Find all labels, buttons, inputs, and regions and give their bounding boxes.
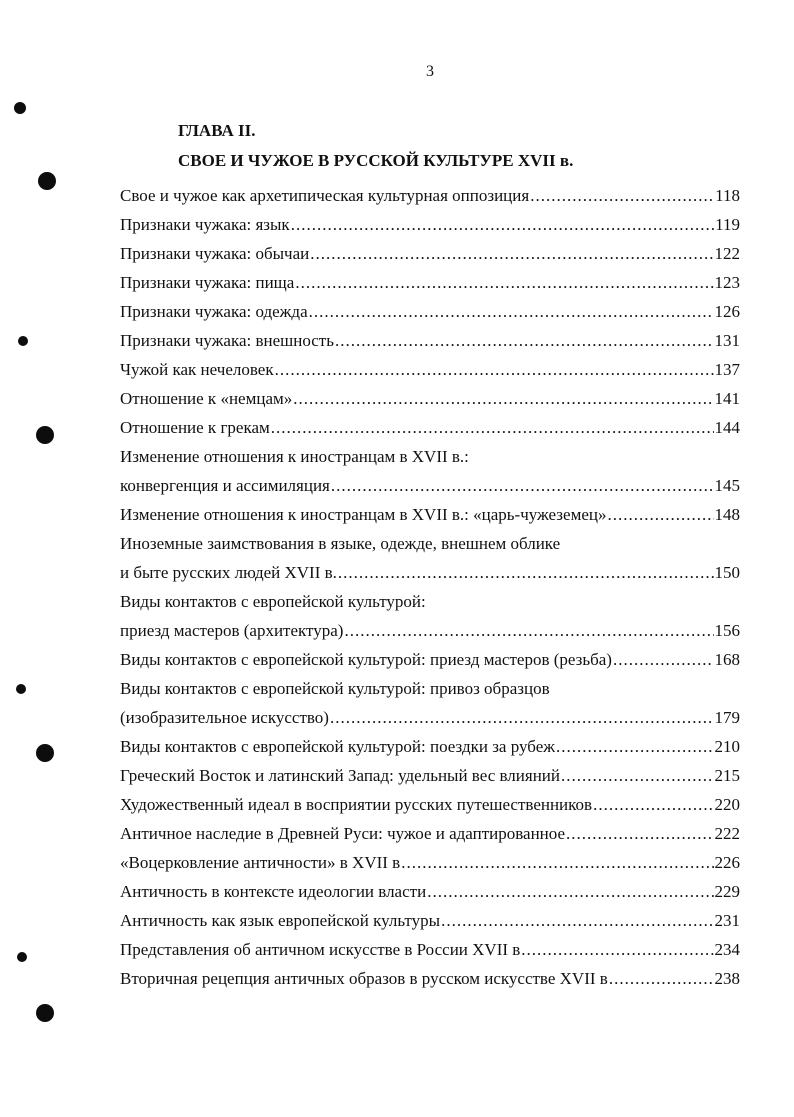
toc-entry-row xyxy=(120,761,740,790)
toc-dot-leader xyxy=(335,326,714,355)
toc-entry-page: 226 xyxy=(714,853,740,872)
toc-entry-page: 122 xyxy=(714,244,740,263)
toc-entry-row xyxy=(120,877,740,906)
toc-entry-page: 231 xyxy=(714,911,740,930)
toc-entry-title: Отношение к грекам xyxy=(120,418,270,437)
toc-dot-leader xyxy=(344,616,713,645)
toc-entry-title: Признаки чужака: внешность xyxy=(120,331,334,350)
toc-entry-title: Признаки чужака: обычаи xyxy=(120,244,310,263)
toc-entry xyxy=(120,674,740,732)
toc-dot-leader xyxy=(521,935,713,964)
toc-dot-leader xyxy=(401,848,713,877)
punch-hole-mark xyxy=(36,744,54,762)
toc-entry xyxy=(120,268,740,297)
toc-entry-row xyxy=(120,848,740,877)
punch-hole-mark xyxy=(38,172,56,190)
toc-entry-title: Изменение отношения к иностранцам в XVII в.: «царь-чужеземец» xyxy=(120,505,607,524)
toc-dot-leader xyxy=(607,500,713,529)
toc-entry-title: (изобразительное искусство) xyxy=(120,708,329,727)
toc-entry-title: Чужой как нечеловек xyxy=(120,360,274,379)
toc-entry-row xyxy=(120,210,740,239)
toc-entry-row xyxy=(120,616,740,645)
toc-dot-leader xyxy=(609,964,714,993)
toc-entry xyxy=(120,906,740,935)
toc-entry xyxy=(120,413,740,442)
toc-dot-leader xyxy=(556,732,714,761)
toc-entry-page: 156 xyxy=(714,621,740,640)
toc-dot-leader xyxy=(271,413,714,442)
toc-entry-row xyxy=(120,297,740,326)
toc-entry-page: 215 xyxy=(714,766,740,785)
toc-entry-row xyxy=(120,906,740,935)
toc-entry-row xyxy=(120,239,740,268)
toc-dot-leader xyxy=(530,181,714,210)
toc-entry xyxy=(120,384,740,413)
toc-entry-title: Виды контактов с европейской культурой: поездки за рубеж xyxy=(120,737,555,756)
toc-entry-title: Признаки чужака: пища xyxy=(120,273,295,292)
toc-entry-title: Античность как язык европейской культуры xyxy=(120,911,441,930)
toc-entry xyxy=(120,529,740,587)
punch-hole-mark xyxy=(36,1004,54,1022)
toc-entry-page: 126 xyxy=(714,302,740,321)
toc-entry-title: конвергенция и ассимиляция xyxy=(120,476,330,495)
toc-dot-leader xyxy=(309,297,714,326)
toc-entry xyxy=(120,181,740,210)
toc-dot-leader xyxy=(338,558,714,587)
toc-entry xyxy=(120,210,740,239)
punch-hole-mark xyxy=(16,684,26,694)
toc-dot-leader xyxy=(593,790,713,819)
toc-entry-row xyxy=(120,268,740,297)
toc-entry xyxy=(120,326,740,355)
toc-dot-leader xyxy=(561,761,714,790)
toc-entry-row xyxy=(120,964,740,993)
toc-entry-title: Античное наследие в Древней Руси: чужое и адаптированное xyxy=(120,824,566,843)
chapter-heading: ГЛАВА II. xyxy=(178,121,256,140)
toc-entry-row xyxy=(120,732,740,761)
toc-dot-leader xyxy=(293,384,713,413)
toc-entry-title: Античность в контексте идеологии власти xyxy=(120,882,427,901)
toc-entry-page: 168 xyxy=(714,650,740,669)
toc-dot-leader xyxy=(330,703,714,732)
toc-entry xyxy=(120,442,740,500)
punch-hole-mark xyxy=(36,426,54,444)
toc-entry xyxy=(120,877,740,906)
toc-entry-page: 210 xyxy=(714,737,740,756)
toc-entry-page: 220 xyxy=(714,795,740,814)
toc-entry-title-line: Виды контактов с европейской культурой: привоз образцов xyxy=(120,679,550,698)
toc-entry-page: 179 xyxy=(714,708,740,727)
toc-entry-title-line: Виды контактов с европейской культурой: xyxy=(120,592,426,611)
toc-dot-leader xyxy=(295,268,713,297)
punch-hole-mark xyxy=(14,102,26,114)
toc-entry-row xyxy=(120,935,740,964)
toc-entry-page: 238 xyxy=(714,969,740,988)
chapter-title: СВОЕ И ЧУЖОЕ В РУССКОЙ КУЛЬТУРЕ XVII в. xyxy=(178,151,574,170)
toc-entry xyxy=(120,239,740,268)
toc-dot-leader xyxy=(275,355,714,384)
toc-entry xyxy=(120,297,740,326)
toc-entry-row xyxy=(120,384,740,413)
toc-entry-title: Свое и чужое как архетипическая культурная оппозиция xyxy=(120,186,530,205)
toc-entry-page: 150 xyxy=(714,563,740,582)
toc-entry-page: 141 xyxy=(714,389,740,408)
toc-entry-row xyxy=(120,819,740,848)
toc-entry-row xyxy=(120,500,740,529)
toc-entry-page: 148 xyxy=(714,505,740,524)
toc-entry xyxy=(120,587,740,645)
toc-dot-leader xyxy=(310,239,713,268)
toc-entry-title: Греческий Восток и латинский Запад: удельный вес влияний xyxy=(120,766,560,785)
toc-entry-row xyxy=(120,181,740,210)
toc-entry-title: Вторичная рецепция античных образов в русском искусстве XVII в xyxy=(120,969,608,988)
toc-entry-row xyxy=(120,413,740,442)
toc-entry-title-line: Изменение отношения к иностранцам в XVII в.: xyxy=(120,447,469,466)
toc-entry-title: «Воцерковление античности» в XVII в xyxy=(120,853,401,872)
toc-entry-page: 145 xyxy=(714,476,740,495)
toc-entry-page: 144 xyxy=(714,418,740,437)
punch-hole-mark xyxy=(18,336,28,346)
toc-entry xyxy=(120,645,740,674)
toc-entry-row xyxy=(120,790,740,819)
toc-dot-leader xyxy=(291,210,714,239)
toc-entry-title: Признаки чужака: одежда xyxy=(120,302,308,321)
toc-entry-row xyxy=(120,703,740,732)
toc-entry-page: 234 xyxy=(714,940,740,959)
toc-entry xyxy=(120,355,740,384)
toc-entry xyxy=(120,500,740,529)
toc-entry-row xyxy=(120,645,740,674)
toc-entry-title: Представления об античном искусстве в России XVII в xyxy=(120,940,521,959)
toc-entry-title: Отношение к «немцам» xyxy=(120,389,293,408)
toc-entry-page: 123 xyxy=(714,273,740,292)
toc-entry xyxy=(120,935,740,964)
toc-entry-row xyxy=(120,471,740,500)
toc-entry-row xyxy=(120,326,740,355)
toc-dot-leader xyxy=(613,645,714,674)
toc-entry xyxy=(120,819,740,848)
toc-dot-leader xyxy=(427,877,713,906)
toc-entry-page: 222 xyxy=(714,824,740,843)
toc-dot-leader xyxy=(566,819,713,848)
toc-entry-title: Художественный идеал в восприятии русских путешественников xyxy=(120,795,593,814)
toc-entry-page: 137 xyxy=(714,360,740,379)
toc-entry-title: Виды контактов с европейской культурой: приезд мастеров (резьба) xyxy=(120,650,612,669)
toc-entry-page: 119 xyxy=(715,215,740,234)
table-of-contents xyxy=(120,181,740,993)
page-number: 3 xyxy=(426,63,434,80)
toc-entry-page: 118 xyxy=(715,186,740,205)
punch-hole-mark xyxy=(17,952,27,962)
toc-entry xyxy=(120,964,740,993)
toc-entry-title: и быте русских людей XVII в. xyxy=(120,563,337,582)
toc-entry-row xyxy=(120,558,740,587)
toc-entry-title-line: Иноземные заимствования в языке, одежде, внешнем облике xyxy=(120,534,561,553)
toc-entry-title: приезд мастеров (архитектура) xyxy=(120,621,344,640)
toc-entry-page: 131 xyxy=(714,331,740,350)
toc-entry xyxy=(120,732,740,761)
toc-dot-leader xyxy=(331,471,714,500)
toc-entry-row xyxy=(120,355,740,384)
toc-dot-leader xyxy=(441,906,713,935)
toc-entry xyxy=(120,790,740,819)
toc-entry-page: 229 xyxy=(714,882,740,901)
toc-entry xyxy=(120,848,740,877)
toc-entry xyxy=(120,761,740,790)
toc-entry-title: Признаки чужака: язык xyxy=(120,215,290,234)
